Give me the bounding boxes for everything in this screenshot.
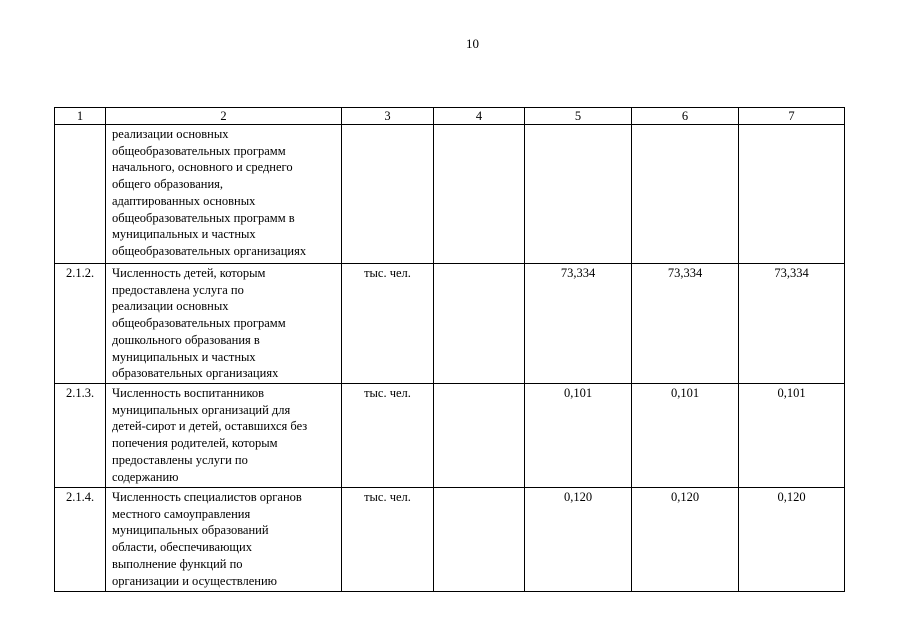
row-unit: тыс. чел. — [342, 264, 434, 384]
row-number: 2.1.4. — [55, 488, 106, 592]
row-number: 2.1.3. — [55, 384, 106, 488]
row-value-col6: 0,120 — [632, 488, 739, 592]
row-description: реализации основных общеобразовательных программ начального, основного и среднего общего образования, адаптированных основных общеобразовательных программ в муниципальных и частных общеобразовательных организациях — [106, 125, 342, 264]
row-value-col4 — [434, 125, 525, 264]
row-value-col4 — [434, 488, 525, 592]
row-value-col7: 0,101 — [739, 384, 845, 488]
table-row — [55, 264, 845, 384]
row-value-col5 — [525, 125, 632, 264]
table-row — [55, 488, 845, 592]
row-value-col6 — [632, 125, 739, 264]
row-number — [55, 125, 106, 264]
page-number: 10 — [466, 36, 479, 51]
row-value-col7: 73,334 — [739, 264, 845, 384]
column-header: 3 — [342, 108, 434, 125]
table-header-row — [55, 108, 845, 125]
row-value-col7 — [739, 125, 845, 264]
row-value-col5: 73,334 — [525, 264, 632, 384]
column-header: 5 — [525, 108, 632, 125]
column-header: 7 — [739, 108, 845, 125]
row-unit — [342, 125, 434, 264]
column-header: 4 — [434, 108, 525, 125]
row-value-col5: 0,120 — [525, 488, 632, 592]
column-header: 2 — [106, 108, 342, 125]
row-value-col5: 0,101 — [525, 384, 632, 488]
column-header: 1 — [55, 108, 106, 125]
row-number: 2.1.2. — [55, 264, 106, 384]
table-row — [55, 384, 845, 488]
row-value-col6: 0,101 — [632, 384, 739, 488]
row-unit: тыс. чел. — [342, 488, 434, 592]
row-description: Численность воспитанников муниципальных организаций для детей-сирот и детей, оставшихся без попечения родителей, которым предоставлены услуги по содержанию — [106, 384, 342, 488]
row-value-col4 — [434, 264, 525, 384]
row-unit: тыс. чел. — [342, 384, 434, 488]
row-value-col7: 0,120 — [739, 488, 845, 592]
row-value-col6: 73,334 — [632, 264, 739, 384]
row-value-col4 — [434, 384, 525, 488]
column-header: 6 — [632, 108, 739, 125]
row-description: Численность детей, которым предоставлена услуга по реализации основных общеобразовательных программ дошкольного образования в муниципальных и частных образовательных организациях — [106, 264, 342, 384]
table-row — [55, 125, 845, 264]
row-description: Численность специалистов органов местного самоуправления муниципальных образований области, обеспечивающих выполнение функций по организации и осуществлению — [106, 488, 342, 592]
indicators-table — [54, 107, 845, 592]
